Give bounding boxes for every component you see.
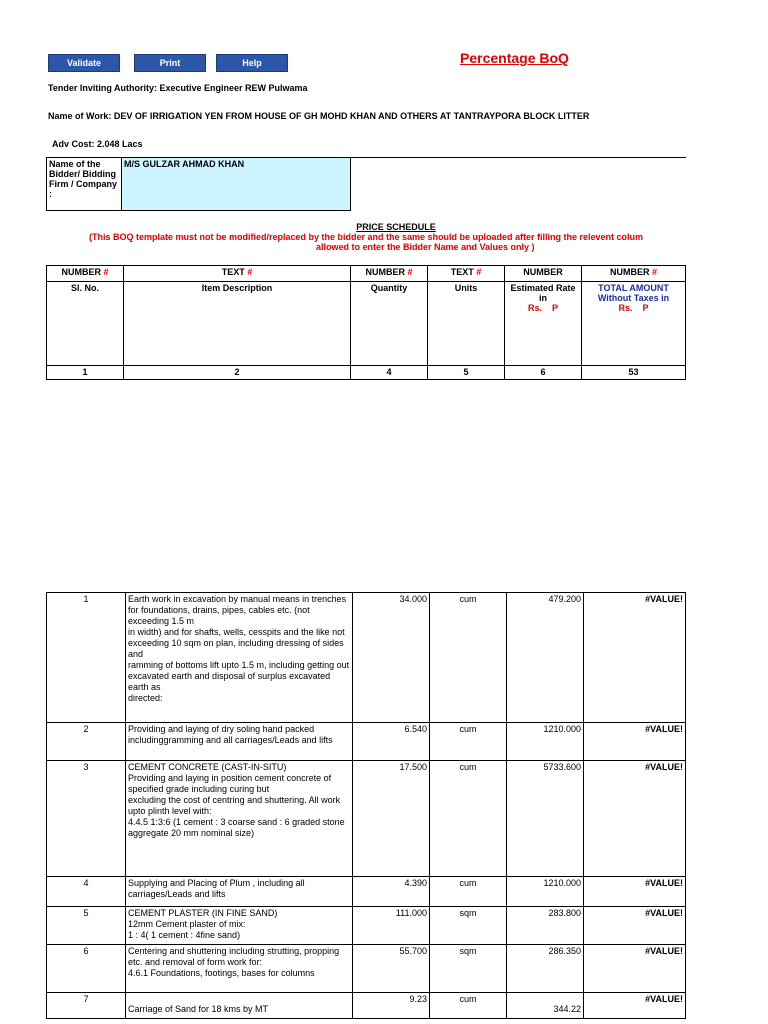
row-sl: 4 xyxy=(47,877,126,907)
row-total[interactable]: #VALUE! xyxy=(584,723,686,761)
table-row xyxy=(47,945,686,993)
header-sl-no: Sl. No. xyxy=(47,282,124,366)
row-quantity: 55.700 xyxy=(353,945,430,993)
colnum-2: 2 xyxy=(124,366,351,380)
row-sl: 2 xyxy=(47,723,126,761)
row-unit: cum xyxy=(430,723,507,761)
row-rate[interactable]: 1210.000 xyxy=(507,877,584,907)
type-1-label: NUMBER xyxy=(61,267,101,277)
row-quantity: 4.390 xyxy=(353,877,430,907)
row-rate[interactable]: 479.200 xyxy=(507,593,584,723)
row-total[interactable]: #VALUE! xyxy=(584,945,686,993)
row-unit: cum xyxy=(430,593,507,723)
type-2-hash: # xyxy=(247,267,253,277)
colnum-3: 4 xyxy=(351,366,428,380)
type-6 xyxy=(582,266,686,282)
row-sl: 5 xyxy=(47,907,126,945)
header-quantity: Quantity xyxy=(351,282,428,366)
colnum-4: 5 xyxy=(428,366,505,380)
type-3-hash: # xyxy=(407,267,413,277)
print-button[interactable]: Print xyxy=(134,54,206,72)
header-total-label: TOTAL AMOUNT Without Taxes in xyxy=(597,283,670,303)
table-row xyxy=(47,761,686,877)
schedule-note: (This BOQ template must not be modified/replaced by the bidder and the same should be uploaded after filling the relevent colum xyxy=(88,232,644,242)
row-rate[interactable]: 5733.600 xyxy=(507,761,584,877)
type-4-hash: # xyxy=(476,267,482,277)
row-unit: cum xyxy=(430,761,507,877)
type-1-hash: # xyxy=(103,267,109,277)
type-4-label: TEXT xyxy=(450,267,474,277)
row-total[interactable]: #VALUE! xyxy=(584,877,686,907)
row-unit: sqm xyxy=(430,945,507,993)
page-title: Percentage BoQ xyxy=(460,50,569,66)
row-description: Providing and laying of dry soling hand packed includinggramming and all carriages/Leads and lifts xyxy=(126,723,353,761)
header-total-currency xyxy=(584,303,683,313)
header-total-rs: Rs. xyxy=(618,303,633,313)
colnum-6: 53 xyxy=(582,366,686,380)
type-1 xyxy=(47,266,124,282)
row-unit: sqm xyxy=(430,907,507,945)
row-rate[interactable]: 286.350 xyxy=(507,945,584,993)
row-total[interactable]: #VALUE! xyxy=(584,761,686,877)
type-3-label: NUMBER xyxy=(365,267,405,277)
row-description: Earth work in excavation by manual means in trenches for foundations, drains, pipes, cables etc. (not exceeding 1.5 m in width) and for shafts, wells, cesspits and the like not exceeding 10 sqm on plan, including dressing of sides and ramming of bottoms lift upto 1.5 m, including getting out excavated earth and disposal of surplus excavated earth as directed: xyxy=(126,593,353,723)
schedule-note-2: allowed to enter the Bidder Name and Values only ) xyxy=(316,242,535,252)
row-total[interactable]: #VALUE! xyxy=(584,993,686,1019)
row-rate-partial: 344.22 xyxy=(553,1004,581,1014)
table-row xyxy=(47,907,686,945)
bidder-blank xyxy=(351,158,687,211)
type-2 xyxy=(124,266,351,282)
row-unit: cum xyxy=(430,993,507,1019)
type-3 xyxy=(351,266,428,282)
type-4 xyxy=(428,266,505,282)
type-6-hash: # xyxy=(652,267,658,277)
header-rate-rs: Rs. xyxy=(527,303,542,313)
header-rate-p: P xyxy=(552,303,559,313)
bidder-table xyxy=(46,157,686,211)
row-total[interactable]: #VALUE! xyxy=(584,907,686,945)
price-schedule xyxy=(46,222,686,252)
table-row xyxy=(47,723,686,761)
row-quantity: 9.23 xyxy=(353,993,430,1019)
header-item-description: Item Description xyxy=(124,282,351,366)
row-sl: 7 xyxy=(47,993,126,1019)
row-quantity: 34.000 xyxy=(353,593,430,723)
adv-cost: Adv Cost: 2.048 Lacs xyxy=(52,139,143,149)
row-quantity: 111.000 xyxy=(353,907,430,945)
type-6-label: NUMBER xyxy=(609,267,650,277)
header-total-p: P xyxy=(642,303,649,313)
header-estimated-rate xyxy=(505,282,582,366)
table-row xyxy=(47,593,686,723)
type-5: NUMBER xyxy=(505,266,582,282)
colnum-1: 1 xyxy=(47,366,124,380)
row-description: Supplying and Placing of Plum , including all carriages/Leads and lifts xyxy=(126,877,353,907)
name-of-work: Name of Work: DEV OF IRRIGATION YEN FROM HOUSE OF GH MOHD KHAN AND OTHERS AT TANTRAYPORA BLOCK LITTER xyxy=(48,111,590,121)
validate-button[interactable]: Validate xyxy=(48,54,120,72)
bidder-label: Name of the Bidder/ Bidding Firm / Company : xyxy=(47,158,122,211)
type-2-label: TEXT xyxy=(221,267,245,277)
table-row xyxy=(47,993,686,1019)
header-rate-label: Estimated Rate in xyxy=(510,283,576,303)
table-row xyxy=(47,877,686,907)
row-description-partial: Carriage of Sand for 18 kms by MT xyxy=(128,1004,269,1014)
price-schedule-title: PRICE SCHEDULE xyxy=(356,222,436,232)
row-quantity: 17.500 xyxy=(353,761,430,877)
header-rate-currency xyxy=(507,303,579,313)
bidder-name-field[interactable]: M/S GULZAR AHMAD KHAN xyxy=(122,158,351,211)
row-rate[interactable]: 1210.000 xyxy=(507,723,584,761)
row-sl: 1 xyxy=(47,593,126,723)
row-sl: 3 xyxy=(47,761,126,877)
row-unit: cum xyxy=(430,877,507,907)
help-button[interactable]: Help xyxy=(216,54,288,72)
row-description: Centering and shuttering including strutting, propping etc. and removal of form work for: 4.6.1 Foundations, footings, bases for columns xyxy=(126,945,353,993)
row-sl: 6 xyxy=(47,945,126,993)
tender-authority: Tender Inviting Authority: Executive Engineer REW Pulwama xyxy=(48,83,308,93)
row-description xyxy=(126,993,353,1019)
row-quantity: 6.540 xyxy=(353,723,430,761)
row-rate[interactable] xyxy=(507,993,584,1019)
header-units: Units xyxy=(428,282,505,366)
header-total-amount xyxy=(582,282,686,366)
row-description: CEMENT PLASTER (IN FINE SAND) 12mm Cement plaster of mix: 1 : 4( 1 cement : 4fine sand) xyxy=(126,907,353,945)
row-description: CEMENT CONCRETE (CAST-IN-SITU) Providing and laying in position cement concrete of specified grade including curing but excluding the cost of centring and shuttering. All work upto plinth level with: 4.4.5 1:3:6 (1 cement : 3 coarse sand : 6 graded stone aggregate 20 mm nominal size) xyxy=(126,761,353,877)
column-header-table xyxy=(46,265,686,380)
items-table xyxy=(46,592,686,1019)
colnum-5: 6 xyxy=(505,366,582,380)
row-rate[interactable]: 283.800 xyxy=(507,907,584,945)
row-total[interactable]: #VALUE! xyxy=(584,593,686,723)
